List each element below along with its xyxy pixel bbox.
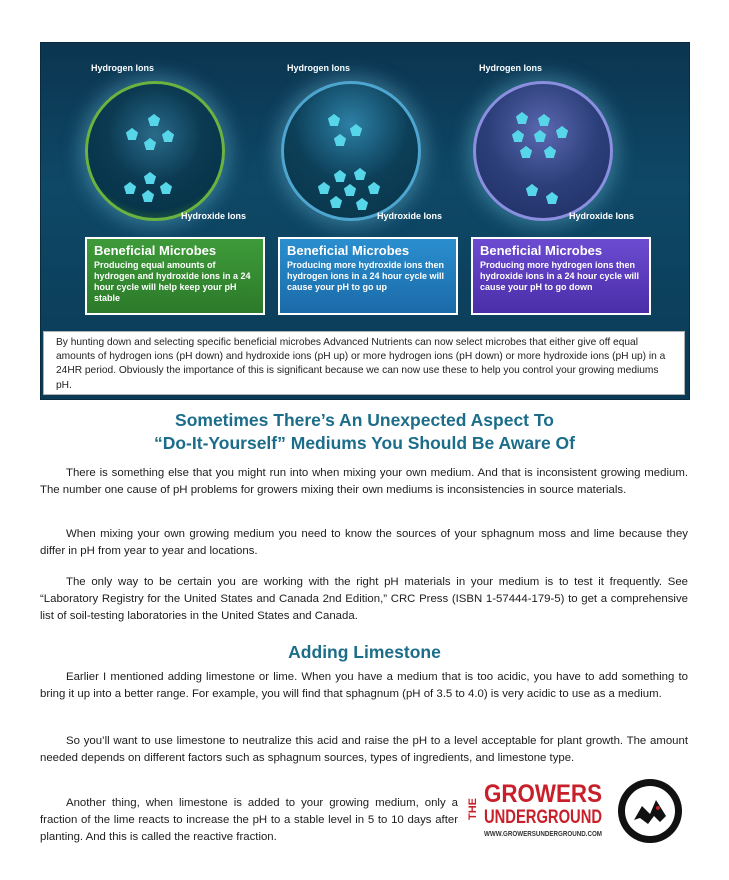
hydroxide-ion-icon: [334, 170, 346, 182]
box-title: Beneficial Microbes: [287, 243, 410, 258]
microbe-box-ph-up: [278, 237, 458, 315]
section-heading: “Do-It-Yourself” Mediums You Should Be Aware Of: [153, 433, 575, 453]
hydrogen-ion-icon: [162, 130, 174, 142]
paragraph-text: When mixing your own growing medium you need to know the sources of your sphagnum moss and lime because they differ in pH from year to year and locations.: [40, 528, 688, 558]
paragraph: [40, 465, 688, 499]
box-text: Producing equal amounts of hydrogen and hydroxide ions in a 24 hour cycle will help keep your pH stable: [94, 260, 251, 303]
box-text: Producing more hydrogen ions then hydroxide ions in a 24 hour cycle will cause your pH to go down: [480, 260, 640, 292]
hydrogen-ion-icon: [350, 124, 362, 136]
microbe-box-equal: [85, 237, 265, 315]
section-heading: Sometimes There’s An Unexpected Aspect To: [175, 410, 554, 430]
hydrogen-ion-icon: [334, 134, 346, 146]
logo-line1: GROWERS: [484, 780, 602, 808]
hydrogen-ion-icon: [544, 146, 556, 158]
box-title: Beneficial Microbes: [94, 243, 217, 258]
hydroxide-ion-icon: [124, 182, 136, 194]
microbes-figure: [40, 42, 690, 400]
badge-icon: [618, 779, 682, 843]
ion-circle: [281, 81, 421, 221]
hydrogen-ion-icon: [538, 114, 550, 126]
paragraph: [40, 574, 688, 626]
hydrogen-ion-icon: [516, 112, 528, 124]
paragraph-text: There is something else that you might run into when mixing your own medium. And that is inconsistent growing medium. The number one cause of pH problems for growers mixing their own mediums is inconsistencies in source materials.: [40, 467, 688, 497]
hydrogen-ions-label: Hydrogen Ions: [91, 63, 155, 73]
panel-ph-up: [237, 43, 453, 259]
hydroxide-ion-icon: [330, 196, 342, 208]
paragraph: [40, 669, 688, 703]
hydrogen-ion-icon: [328, 114, 340, 126]
paragraph: [40, 733, 688, 767]
hydrogen-ion-icon: [556, 126, 568, 138]
hydroxide-ion-icon: [368, 182, 380, 194]
hydroxide-ions-label: Hydroxide Ions: [569, 211, 635, 221]
growers-underground-logo: [467, 776, 688, 846]
panel-equal: [41, 43, 257, 259]
figure-caption: By hunting down and selecting specific beneficial microbes Advanced Nutrients can now select microbes that either give off equal amounts of hydrogen ions (pH down) and hydroxide ions (pH up) or more hydrogen ions (pH down) or more hydroxide ions (pH up) in a 24HR period. Obviously the importance of this is significant because we can now use these to help you control your growing mediums pH.: [43, 331, 685, 395]
paragraph-text: The only way to be certain you are working with the right pH materials in your medium is to test it frequently. See “Laboratory Registry for the United States and Canada 2nd Edition,” CRC Press (ISBN 1-57444-179-5) to get a comprehensive list of soil-testing laboratories in the United States and Canada.: [40, 576, 688, 623]
hydrogen-ions-label: Hydrogen Ions: [287, 63, 351, 73]
logo-the: THE: [467, 798, 479, 820]
logo-url: WWW.GROWERSUNDERGROUND.COM: [484, 831, 603, 838]
paragraph-text: So you’ll want to use limestone to neutralize this acid and raise the pH to a level acceptable for plant growth. The amount needed depends on different factors such as sphagnum sources, types of ingredients, and limestone type.: [40, 735, 688, 765]
hydrogen-ion-icon: [144, 138, 156, 150]
hydroxide-ion-icon: [526, 184, 538, 196]
paragraph-text: Another thing, when limestone is added to your growing medium, only a fraction of the lime reacts to increase the pH to a stable level in 5 to 10 days after planting. And this is called the reactive fraction.: [40, 797, 458, 844]
microbe-box-ph-down: [471, 237, 651, 315]
hydroxide-ions-label: Hydroxide Ions: [377, 211, 443, 221]
hydrogen-ion-icon: [534, 130, 546, 142]
hydroxide-ion-icon: [142, 190, 154, 202]
hydrogen-ion-icon: [148, 114, 160, 126]
hydrogen-ion-icon: [512, 130, 524, 142]
paragraph: [40, 795, 458, 847]
paragraph: [40, 526, 688, 560]
hydrogen-ion-icon: [520, 146, 532, 158]
hydroxide-ion-icon: [356, 198, 368, 210]
section-heading: Adding Limestone: [288, 642, 441, 662]
hydroxide-ion-icon: [318, 182, 330, 194]
hydroxide-ions-label: Hydroxide Ions: [181, 211, 247, 221]
hydroxide-ion-icon: [546, 192, 558, 204]
hydroxide-ion-icon: [344, 184, 356, 196]
box-title: Beneficial Microbes: [480, 243, 603, 258]
logo-line2: UNDERGROUND: [484, 807, 602, 828]
paragraph-text: Earlier I mentioned adding limestone or lime. When you have a medium that is too acidic, you have to add something to bring it up into a better range. For example, you will find that sphagnum (pH of 3.5 to 4.0) is very acidic to use as a medium.: [40, 671, 688, 701]
hydrogen-ions-label: Hydrogen Ions: [479, 63, 543, 73]
panel-ph-down: [429, 43, 645, 259]
hydroxide-ion-icon: [144, 172, 156, 184]
ion-circle: [85, 81, 225, 221]
hydrogen-ion-icon: [126, 128, 138, 140]
hydroxide-ion-icon: [160, 182, 172, 194]
ion-circle: [473, 81, 613, 221]
box-text: Producing more hydroxide ions then hydrogen ions in a 24 hour cycle will cause your pH to go up: [287, 260, 445, 292]
hydroxide-ion-icon: [354, 168, 366, 180]
